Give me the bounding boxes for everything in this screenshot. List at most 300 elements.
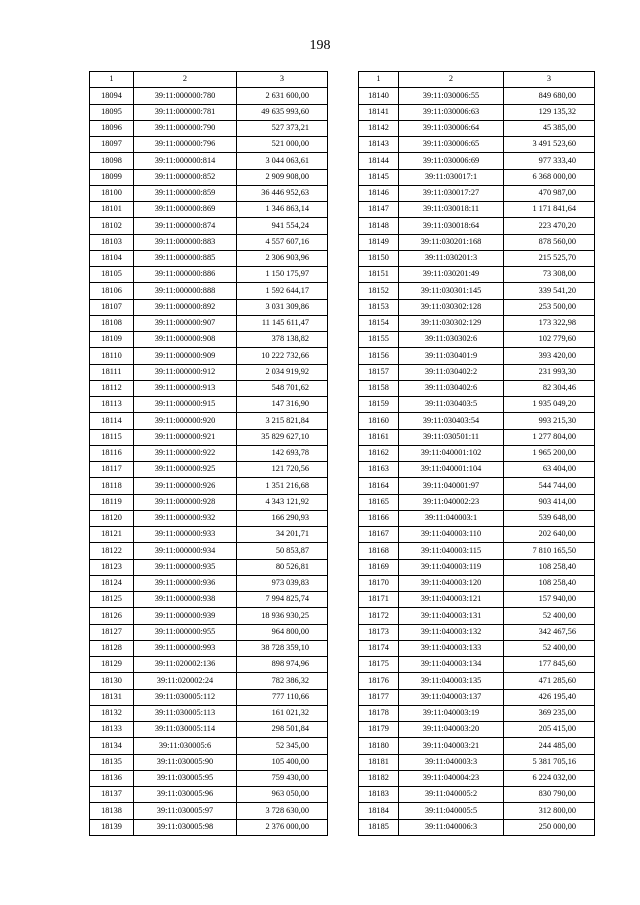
row-number-cell: 18118 <box>90 478 134 494</box>
value-cell: 231 993,30 <box>504 364 595 380</box>
table-row <box>90 299 328 315</box>
value-cell: 973 039,83 <box>237 575 328 591</box>
row-number-cell: 18122 <box>90 543 134 559</box>
row-number-cell: 18121 <box>90 527 134 543</box>
row-number-cell: 18180 <box>359 738 399 754</box>
row-number-cell: 18105 <box>90 267 134 283</box>
row-number-cell: 18179 <box>359 722 399 738</box>
table-row <box>90 104 328 120</box>
row-number-cell: 18114 <box>90 413 134 429</box>
table-row <box>359 397 595 413</box>
row-number-cell: 18130 <box>90 673 134 689</box>
value-cell: 3 215 821,84 <box>237 413 328 429</box>
cadastral-number-cell: 39:11:000000:925 <box>134 462 237 478</box>
cadastral-number-cell: 39:11:040005:2 <box>399 787 504 803</box>
table-row <box>90 364 328 380</box>
row-number-cell: 18098 <box>90 153 134 169</box>
value-cell: 548 701,62 <box>237 380 328 396</box>
cadastral-number-cell: 39:11:000000:859 <box>134 185 237 201</box>
cadastral-number-cell: 39:11:000000:885 <box>134 250 237 266</box>
row-number-cell: 18124 <box>90 575 134 591</box>
row-number-cell: 18112 <box>90 380 134 396</box>
value-cell: 898 974,96 <box>237 657 328 673</box>
cadastral-number-cell: 39:11:030005:98 <box>134 819 237 835</box>
table-row <box>90 819 328 835</box>
table-row <box>90 462 328 478</box>
row-number-cell: 18102 <box>90 218 134 234</box>
row-number-cell: 18139 <box>90 819 134 835</box>
value-cell: 244 485,00 <box>504 738 595 754</box>
table-header-row <box>359 72 595 88</box>
cadastral-number-cell: 39:11:000000:936 <box>134 575 237 591</box>
cadastral-number-cell: 39:11:000000:938 <box>134 592 237 608</box>
table-row <box>90 673 328 689</box>
cadastral-number-cell: 39:11:040003:3 <box>399 754 504 770</box>
table-row <box>359 787 595 803</box>
table-row <box>359 88 595 104</box>
cadastral-number-cell: 39:11:030005:97 <box>134 803 237 819</box>
table-row <box>90 624 328 640</box>
cadastral-number-cell: 39:11:000000:886 <box>134 267 237 283</box>
cadastral-number-cell: 39:11:000000:892 <box>134 299 237 315</box>
row-number-cell: 18131 <box>90 689 134 705</box>
cadastral-number-cell: 39:11:040003:131 <box>399 608 504 624</box>
cadastral-number-cell: 39:11:000000:913 <box>134 380 237 396</box>
value-cell: 18 936 930,25 <box>237 608 328 624</box>
value-cell: 215 525,70 <box>504 250 595 266</box>
table-row <box>90 494 328 510</box>
row-number-cell: 18113 <box>90 397 134 413</box>
row-number-cell: 18166 <box>359 510 399 526</box>
cadastral-number-cell: 39:11:030005:95 <box>134 770 237 786</box>
cadastral-number-cell: 39:11:020002:136 <box>134 657 237 673</box>
value-cell: 166 290,93 <box>237 510 328 526</box>
table-row <box>359 592 595 608</box>
value-cell: 223 470,20 <box>504 218 595 234</box>
table-row <box>359 120 595 136</box>
table-row <box>359 527 595 543</box>
cadastral-number-cell: 39:11:000000:932 <box>134 510 237 526</box>
row-number-cell: 18135 <box>90 754 134 770</box>
value-cell: 298 501,84 <box>237 722 328 738</box>
cadastral-number-cell: 39:11:040003:121 <box>399 592 504 608</box>
cadastral-number-cell: 39:11:030302:128 <box>399 299 504 315</box>
cadastral-number-cell: 39:11:040003:120 <box>399 575 504 591</box>
value-cell: 2 034 919,92 <box>237 364 328 380</box>
value-cell: 3 491 523,60 <box>504 137 595 153</box>
cadastral-number-cell: 39:11:040003:20 <box>399 722 504 738</box>
value-cell: 993 215,30 <box>504 413 595 429</box>
cadastral-number-cell: 39:11:000000:888 <box>134 283 237 299</box>
value-cell: 7 810 165,50 <box>504 543 595 559</box>
value-cell: 38 728 359,10 <box>237 640 328 656</box>
row-number-cell: 18125 <box>90 592 134 608</box>
table-row <box>359 218 595 234</box>
cadastral-number-cell: 39:11:040003:115 <box>399 543 504 559</box>
table-row <box>359 575 595 591</box>
row-number-cell: 18182 <box>359 770 399 786</box>
value-cell: 10 222 732,66 <box>237 348 328 364</box>
column-header-number: 1 <box>359 72 399 88</box>
cadastral-number-cell: 39:11:030006:64 <box>399 120 504 136</box>
value-cell: 6 224 032,00 <box>504 770 595 786</box>
value-cell: 1 171 841,64 <box>504 202 595 218</box>
cadastral-number-cell: 39:11:030005:90 <box>134 754 237 770</box>
value-cell: 3 031 309,86 <box>237 299 328 315</box>
value-cell: 2 376 000,00 <box>237 819 328 835</box>
table-row <box>90 397 328 413</box>
cadastral-number-cell: 39:11:030006:69 <box>399 153 504 169</box>
row-number-cell: 18147 <box>359 202 399 218</box>
cadastral-number-cell: 39:11:000000:955 <box>134 624 237 640</box>
value-cell: 977 333,40 <box>504 153 595 169</box>
value-cell: 102 779,60 <box>504 332 595 348</box>
table-row <box>90 803 328 819</box>
cadastral-number-cell: 39:11:040006:3 <box>399 819 504 835</box>
row-number-cell: 18094 <box>90 88 134 104</box>
table-row <box>359 332 595 348</box>
cadastral-number-cell: 39:11:000000:909 <box>134 348 237 364</box>
value-cell: 782 386,32 <box>237 673 328 689</box>
cadastral-number-cell: 39:11:000000:814 <box>134 153 237 169</box>
row-number-cell: 18162 <box>359 445 399 461</box>
cadastral-number-cell: 39:11:030005:114 <box>134 722 237 738</box>
cadastral-number-cell: 39:11:030201:3 <box>399 250 504 266</box>
row-number-cell: 18177 <box>359 689 399 705</box>
value-cell: 2 306 903,96 <box>237 250 328 266</box>
row-number-cell: 18157 <box>359 364 399 380</box>
table-row <box>90 770 328 786</box>
cadastral-number-cell: 39:11:040002:23 <box>399 494 504 510</box>
table-row <box>359 559 595 575</box>
row-number-cell: 18149 <box>359 234 399 250</box>
cadastral-number-cell: 39:11:000000:908 <box>134 332 237 348</box>
value-cell: 253 500,00 <box>504 299 595 315</box>
table-row <box>359 364 595 380</box>
table-row <box>90 689 328 705</box>
table-row <box>359 770 595 786</box>
table-row <box>90 234 328 250</box>
table-row <box>359 657 595 673</box>
cadastral-number-cell: 39:11:040003:1 <box>399 510 504 526</box>
row-number-cell: 18151 <box>359 267 399 283</box>
table-row <box>359 462 595 478</box>
row-number-cell: 18104 <box>90 250 134 266</box>
table-row <box>359 754 595 770</box>
cadastral-number-cell: 39:11:000000:852 <box>134 169 237 185</box>
value-cell: 161 021,32 <box>237 705 328 721</box>
table-row <box>90 722 328 738</box>
row-number-cell: 18174 <box>359 640 399 656</box>
cadastral-number-cell: 39:11:030201:49 <box>399 267 504 283</box>
value-cell: 52 345,00 <box>237 738 328 754</box>
value-cell: 105 400,00 <box>237 754 328 770</box>
value-cell: 6 368 000,00 <box>504 169 595 185</box>
table-row <box>359 299 595 315</box>
cadastral-number-cell: 39:11:030005:113 <box>134 705 237 721</box>
cadastral-number-cell: 39:11:000000:939 <box>134 608 237 624</box>
table-row <box>359 478 595 494</box>
table-row <box>90 608 328 624</box>
table-row <box>90 348 328 364</box>
value-cell: 4 557 607,16 <box>237 234 328 250</box>
row-number-cell: 18154 <box>359 315 399 331</box>
row-number-cell: 18183 <box>359 787 399 803</box>
table-row <box>359 153 595 169</box>
row-number-cell: 18132 <box>90 705 134 721</box>
row-number-cell: 18156 <box>359 348 399 364</box>
value-cell: 157 940,00 <box>504 592 595 608</box>
value-cell: 7 994 825,74 <box>237 592 328 608</box>
table-row <box>90 380 328 396</box>
column-header-cadastral-number: 2 <box>134 72 237 88</box>
cadastral-number-cell: 39:11:030006:55 <box>399 88 504 104</box>
value-cell: 1 150 175,97 <box>237 267 328 283</box>
row-number-cell: 18107 <box>90 299 134 315</box>
cadastral-number-cell: 39:11:040005:5 <box>399 803 504 819</box>
table-row <box>359 169 595 185</box>
value-cell: 11 145 611,47 <box>237 315 328 331</box>
value-cell: 903 414,00 <box>504 494 595 510</box>
table-row <box>359 283 595 299</box>
cadastral-number-cell: 39:11:030006:65 <box>399 137 504 153</box>
table-row <box>359 413 595 429</box>
column-header-number: 1 <box>90 72 134 88</box>
row-number-cell: 18148 <box>359 218 399 234</box>
column-header-value: 3 <box>237 72 328 88</box>
value-cell: 1 965 200,00 <box>504 445 595 461</box>
table-row <box>90 787 328 803</box>
row-number-cell: 18134 <box>90 738 134 754</box>
cadastral-number-cell: 39:11:000000:790 <box>134 120 237 136</box>
value-cell: 1 277 804,00 <box>504 429 595 445</box>
cadastral-number-cell: 39:11:030018:11 <box>399 202 504 218</box>
table-row <box>90 153 328 169</box>
value-cell: 342 467,56 <box>504 624 595 640</box>
table-row <box>359 185 595 201</box>
row-number-cell: 18175 <box>359 657 399 673</box>
cadastral-number-cell: 39:11:030017:1 <box>399 169 504 185</box>
value-cell: 878 560,00 <box>504 234 595 250</box>
cadastral-number-cell: 39:11:000000:921 <box>134 429 237 445</box>
value-cell: 82 304,46 <box>504 380 595 396</box>
cadastral-number-cell: 39:11:040003:110 <box>399 527 504 543</box>
cadastral-value-table-left <box>89 71 328 836</box>
table-row <box>90 120 328 136</box>
row-number-cell: 18185 <box>359 819 399 835</box>
value-cell: 147 316,90 <box>237 397 328 413</box>
value-cell: 759 430,00 <box>237 770 328 786</box>
value-cell: 73 308,00 <box>504 267 595 283</box>
table-row <box>90 510 328 526</box>
cadastral-number-cell: 39:11:000000:993 <box>134 640 237 656</box>
cadastral-number-cell: 39:11:030201:168 <box>399 234 504 250</box>
cadastral-number-cell: 39:11:000000:935 <box>134 559 237 575</box>
row-number-cell: 18128 <box>90 640 134 656</box>
cadastral-number-cell: 39:11:000000:796 <box>134 137 237 153</box>
table-row <box>90 754 328 770</box>
row-number-cell: 18106 <box>90 283 134 299</box>
row-number-cell: 18170 <box>359 575 399 591</box>
cadastral-number-cell: 39:11:000000:883 <box>134 234 237 250</box>
row-number-cell: 18116 <box>90 445 134 461</box>
row-number-cell: 18103 <box>90 234 134 250</box>
table-row <box>359 202 595 218</box>
row-number-cell: 18146 <box>359 185 399 201</box>
row-number-cell: 18123 <box>90 559 134 575</box>
row-number-cell: 18158 <box>359 380 399 396</box>
value-cell: 121 720,56 <box>237 462 328 478</box>
value-cell: 250 000,00 <box>504 819 595 835</box>
value-cell: 142 693,78 <box>237 445 328 461</box>
value-cell: 5 381 705,16 <box>504 754 595 770</box>
cadastral-number-cell: 39:11:030006:63 <box>399 104 504 120</box>
cadastral-number-cell: 39:11:040003:132 <box>399 624 504 640</box>
cadastral-number-cell: 39:11:040003:21 <box>399 738 504 754</box>
row-number-cell: 18126 <box>90 608 134 624</box>
table-row <box>90 169 328 185</box>
cadastral-number-cell: 39:11:040003:135 <box>399 673 504 689</box>
table-row <box>90 640 328 656</box>
table-row <box>90 575 328 591</box>
table-row <box>359 137 595 153</box>
value-cell: 63 404,00 <box>504 462 595 478</box>
cadastral-number-cell: 39:11:040003:133 <box>399 640 504 656</box>
row-number-cell: 18150 <box>359 250 399 266</box>
row-number-cell: 18108 <box>90 315 134 331</box>
cadastral-number-cell: 39:11:040001:104 <box>399 462 504 478</box>
value-cell: 177 845,60 <box>504 657 595 673</box>
value-cell: 369 235,00 <box>504 705 595 721</box>
value-cell: 1 935 049,20 <box>504 397 595 413</box>
table-row <box>359 705 595 721</box>
value-cell: 3 728 630,00 <box>237 803 328 819</box>
cadastral-number-cell: 39:11:030301:145 <box>399 283 504 299</box>
row-number-cell: 18101 <box>90 202 134 218</box>
value-cell: 3 044 063,61 <box>237 153 328 169</box>
row-number-cell: 18160 <box>359 413 399 429</box>
row-number-cell: 18181 <box>359 754 399 770</box>
cadastral-number-cell: 39:11:030005:112 <box>134 689 237 705</box>
table-row <box>90 88 328 104</box>
value-cell: 777 110,66 <box>237 689 328 705</box>
row-number-cell: 18164 <box>359 478 399 494</box>
cadastral-number-cell: 39:11:030302:129 <box>399 315 504 331</box>
row-number-cell: 18099 <box>90 169 134 185</box>
table-row <box>359 608 595 624</box>
cadastral-number-cell: 39:11:000000:926 <box>134 478 237 494</box>
table-row <box>359 689 595 705</box>
cadastral-number-cell: 39:11:040001:102 <box>399 445 504 461</box>
row-number-cell: 18143 <box>359 137 399 153</box>
row-number-cell: 18096 <box>90 120 134 136</box>
table-row <box>90 445 328 461</box>
row-number-cell: 18152 <box>359 283 399 299</box>
cadastral-number-cell: 39:11:030402:2 <box>399 364 504 380</box>
cadastral-number-cell: 39:11:030005:6 <box>134 738 237 754</box>
table-row <box>90 429 328 445</box>
table-row <box>359 494 595 510</box>
table-row <box>359 348 595 364</box>
value-cell: 1 346 863,14 <box>237 202 328 218</box>
table-row <box>359 250 595 266</box>
value-cell: 1 351 216,68 <box>237 478 328 494</box>
value-cell: 45 385,00 <box>504 120 595 136</box>
table-row <box>90 738 328 754</box>
row-number-cell: 18178 <box>359 705 399 721</box>
row-number-cell: 18100 <box>90 185 134 201</box>
value-cell: 52 400,00 <box>504 640 595 656</box>
cadastral-number-cell: 39:11:040003:134 <box>399 657 504 673</box>
row-number-cell: 18153 <box>359 299 399 315</box>
cadastral-number-cell: 39:11:030017:27 <box>399 185 504 201</box>
table-row <box>359 803 595 819</box>
value-cell: 80 526,81 <box>237 559 328 575</box>
table-row <box>359 234 595 250</box>
value-cell: 34 201,71 <box>237 527 328 543</box>
row-number-cell: 18168 <box>359 543 399 559</box>
cadastral-number-cell: 39:11:020002:24 <box>134 673 237 689</box>
cadastral-number-cell: 39:11:000000:915 <box>134 397 237 413</box>
table-row <box>359 445 595 461</box>
cadastral-number-cell: 39:11:030402:6 <box>399 380 504 396</box>
value-cell: 941 554,24 <box>237 218 328 234</box>
row-number-cell: 18140 <box>359 88 399 104</box>
value-cell: 426 195,40 <box>504 689 595 705</box>
cadastral-number-cell: 39:11:000000:780 <box>134 88 237 104</box>
cadastral-number-cell: 39:11:000000:869 <box>134 202 237 218</box>
row-number-cell: 18159 <box>359 397 399 413</box>
value-cell: 527 373,21 <box>237 120 328 136</box>
row-number-cell: 18145 <box>359 169 399 185</box>
row-number-cell: 18117 <box>90 462 134 478</box>
column-header-cadastral-number: 2 <box>399 72 504 88</box>
row-number-cell: 18115 <box>90 429 134 445</box>
value-cell: 544 744,00 <box>504 478 595 494</box>
table-header-row <box>90 72 328 88</box>
value-cell: 393 420,00 <box>504 348 595 364</box>
row-number-cell: 18163 <box>359 462 399 478</box>
table-row <box>90 527 328 543</box>
cadastral-number-cell: 39:11:000000:928 <box>134 494 237 510</box>
row-number-cell: 18184 <box>359 803 399 819</box>
table-row <box>90 332 328 348</box>
value-cell: 108 258,40 <box>504 575 595 591</box>
table-row <box>90 592 328 608</box>
cadastral-number-cell: 39:11:000000:922 <box>134 445 237 461</box>
value-cell: 378 138,82 <box>237 332 328 348</box>
cadastral-number-cell: 39:11:000000:781 <box>134 104 237 120</box>
row-number-cell: 18120 <box>90 510 134 526</box>
value-cell: 52 400,00 <box>504 608 595 624</box>
value-cell: 339 541,20 <box>504 283 595 299</box>
row-number-cell: 18165 <box>359 494 399 510</box>
table-row <box>90 283 328 299</box>
value-cell: 129 135,32 <box>504 104 595 120</box>
column-header-value: 3 <box>504 72 595 88</box>
row-number-cell: 18095 <box>90 104 134 120</box>
row-number-cell: 18109 <box>90 332 134 348</box>
value-cell: 471 285,60 <box>504 673 595 689</box>
row-number-cell: 18155 <box>359 332 399 348</box>
cadastral-number-cell: 39:11:030401:9 <box>399 348 504 364</box>
table-row <box>90 218 328 234</box>
cadastral-number-cell: 39:11:000000:934 <box>134 543 237 559</box>
table-row <box>359 315 595 331</box>
row-number-cell: 18127 <box>90 624 134 640</box>
table-row <box>90 478 328 494</box>
cadastral-number-cell: 39:11:030005:96 <box>134 787 237 803</box>
